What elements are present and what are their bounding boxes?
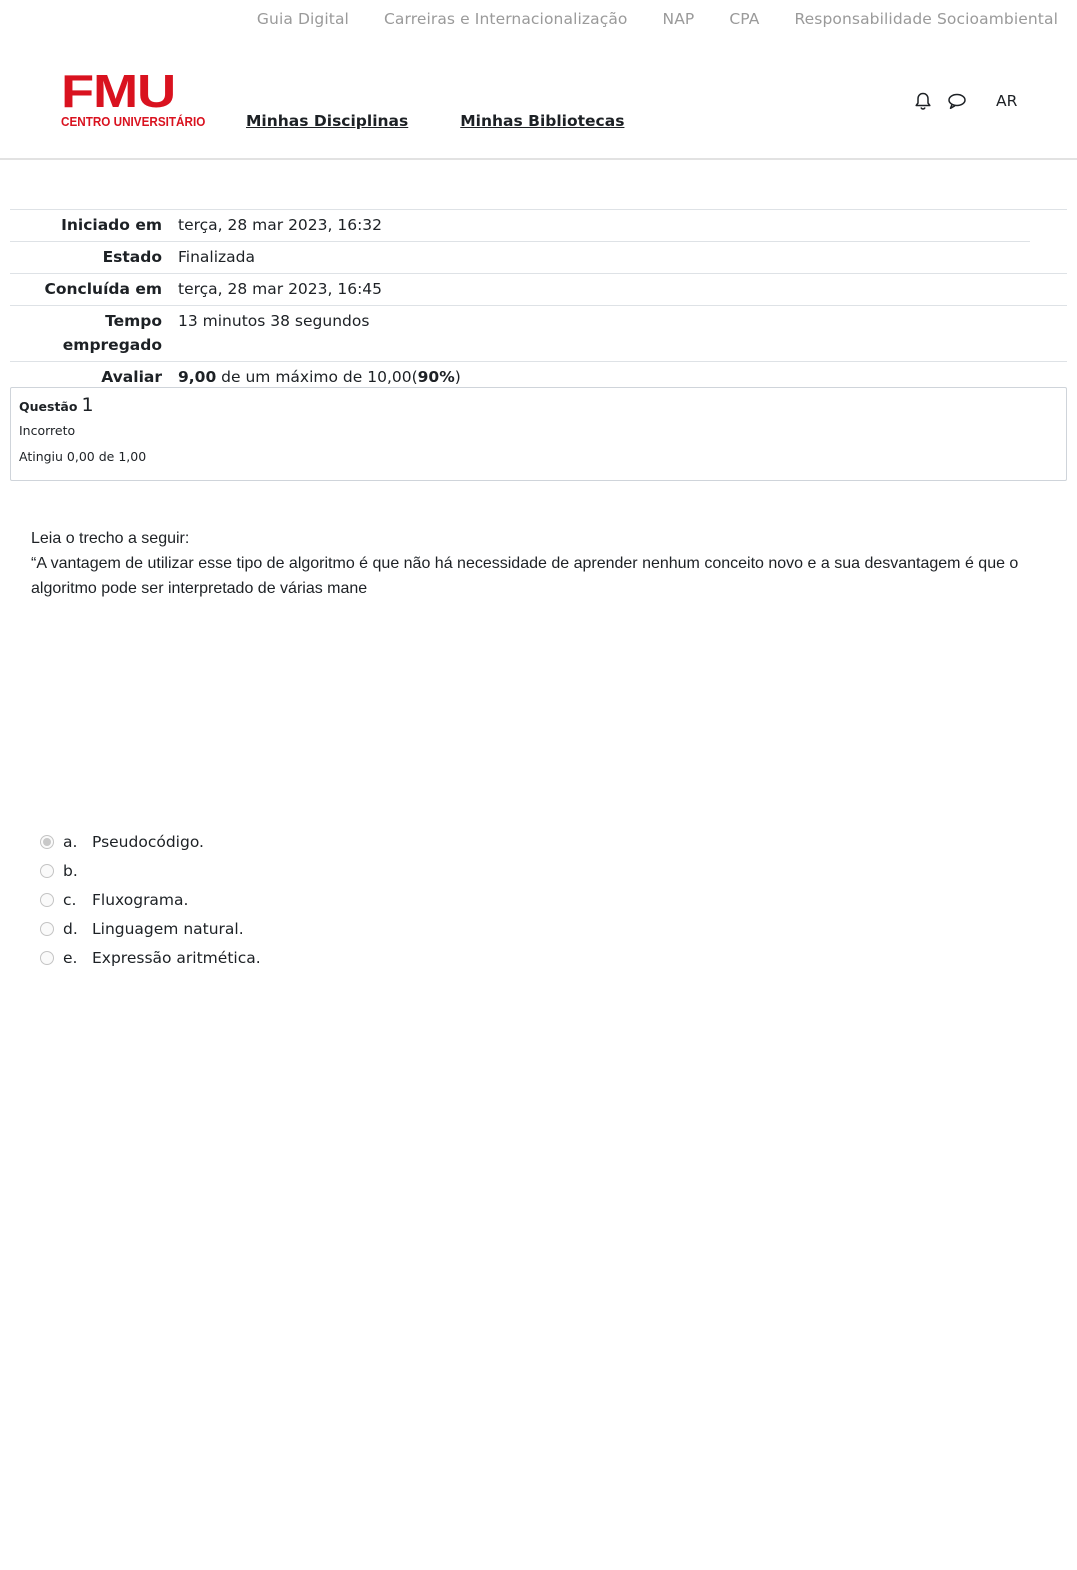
- summary-label-line2: empregado: [62, 336, 162, 354]
- answer-text: Fluxograma.: [92, 890, 189, 909]
- summary-label: Avaliar: [101, 368, 162, 386]
- question-number: [19, 394, 1058, 416]
- fmu-logo[interactable]: [61, 65, 206, 130]
- question-info-box: [10, 387, 1067, 481]
- main-nav: [246, 112, 624, 130]
- question-text: [31, 526, 1041, 601]
- question-text-line: Leia o trecho a seguir:: [31, 530, 190, 547]
- question-state: Incorreto: [19, 423, 76, 438]
- answer-letter: b.: [63, 861, 78, 880]
- question-mark: Atingiu 0,00 de 1,00: [19, 449, 147, 464]
- top-utility-bar: [257, 10, 1058, 28]
- summary-label: Estado: [102, 248, 162, 266]
- summary-value: [162, 365, 461, 389]
- summary-value: terça, 28 mar 2023, 16:32: [178, 216, 383, 234]
- summary-row-started: [10, 210, 1030, 242]
- summary-row-time: [10, 306, 1067, 362]
- header-actions: [912, 90, 1017, 112]
- answer-option-e[interactable]: [40, 943, 261, 972]
- answer-options: [40, 827, 261, 972]
- radio-button[interactable]: [40, 922, 54, 936]
- summary-label: Concluída em: [44, 280, 162, 298]
- bell-icon[interactable]: [912, 90, 934, 112]
- question-text-line: “A vantagem de utilizar esse tipo de algoritmo é que não há necessidade de aprender nenhum conceito novo e a sua desvantagem é que o algoritmo pode ser interpretado de várias mane: [31, 555, 1019, 597]
- grade-score: 9,00: [178, 368, 217, 386]
- topbar-link-nap[interactable]: NAP: [662, 10, 695, 28]
- answer-letter: c.: [63, 890, 77, 909]
- radio-button[interactable]: [40, 951, 54, 965]
- topbar-link-responsabilidade[interactable]: Responsabilidade Socioambiental: [794, 10, 1058, 28]
- user-avatar[interactable]: AR: [996, 92, 1018, 110]
- summary-value: 13 minutos 38 segundos: [178, 312, 370, 330]
- question-label: Questão: [19, 399, 78, 414]
- answer-letter: a.: [63, 832, 78, 851]
- answer-text: Pseudocódigo.: [92, 832, 204, 851]
- header-divider: [0, 158, 1077, 160]
- chat-bubble-icon[interactable]: [946, 90, 968, 112]
- summary-value: Finalizada: [178, 248, 256, 266]
- nav-minhas-disciplinas[interactable]: Minhas Disciplinas: [246, 112, 409, 130]
- topbar-link-cpa[interactable]: CPA: [729, 10, 760, 28]
- topbar-link-carreiras[interactable]: Carreiras e Internacionalização: [383, 10, 628, 28]
- summary-label: Iniciado em: [61, 216, 162, 234]
- attempt-summary-table: [10, 209, 1067, 393]
- summary-row-completed: [10, 274, 1067, 306]
- topbar-link-guia-digital[interactable]: Guia Digital: [256, 10, 349, 28]
- radio-button[interactable]: [40, 893, 54, 907]
- summary-row-state: [10, 242, 1067, 274]
- answer-letter: e.: [63, 948, 78, 967]
- answer-text: Linguagem natural.: [92, 919, 244, 938]
- answer-option-c[interactable]: [40, 885, 261, 914]
- question-num: 1: [81, 394, 94, 416]
- grade-percent: 90%: [417, 368, 455, 386]
- answer-option-b[interactable]: [40, 856, 261, 885]
- logo-mark: FMU: [61, 65, 176, 117]
- grade-close: ): [454, 368, 461, 386]
- summary-label: [10, 309, 162, 357]
- summary-label-line1: Tempo: [105, 312, 162, 330]
- answer-option-a[interactable]: [40, 827, 261, 856]
- nav-minhas-bibliotecas[interactable]: Minhas Bibliotecas: [460, 112, 625, 130]
- radio-button[interactable]: [40, 864, 54, 878]
- answer-option-d[interactable]: [40, 914, 261, 943]
- answer-text: Expressão aritmética.: [92, 948, 261, 967]
- grade-text: de um máximo de 10,00(: [216, 368, 418, 386]
- logo-subtitle: CENTRO UNIVERSITÁRIO: [61, 114, 206, 129]
- summary-value: terça, 28 mar 2023, 16:45: [178, 280, 383, 298]
- radio-button[interactable]: [40, 835, 54, 849]
- answer-letter: d.: [63, 919, 78, 938]
